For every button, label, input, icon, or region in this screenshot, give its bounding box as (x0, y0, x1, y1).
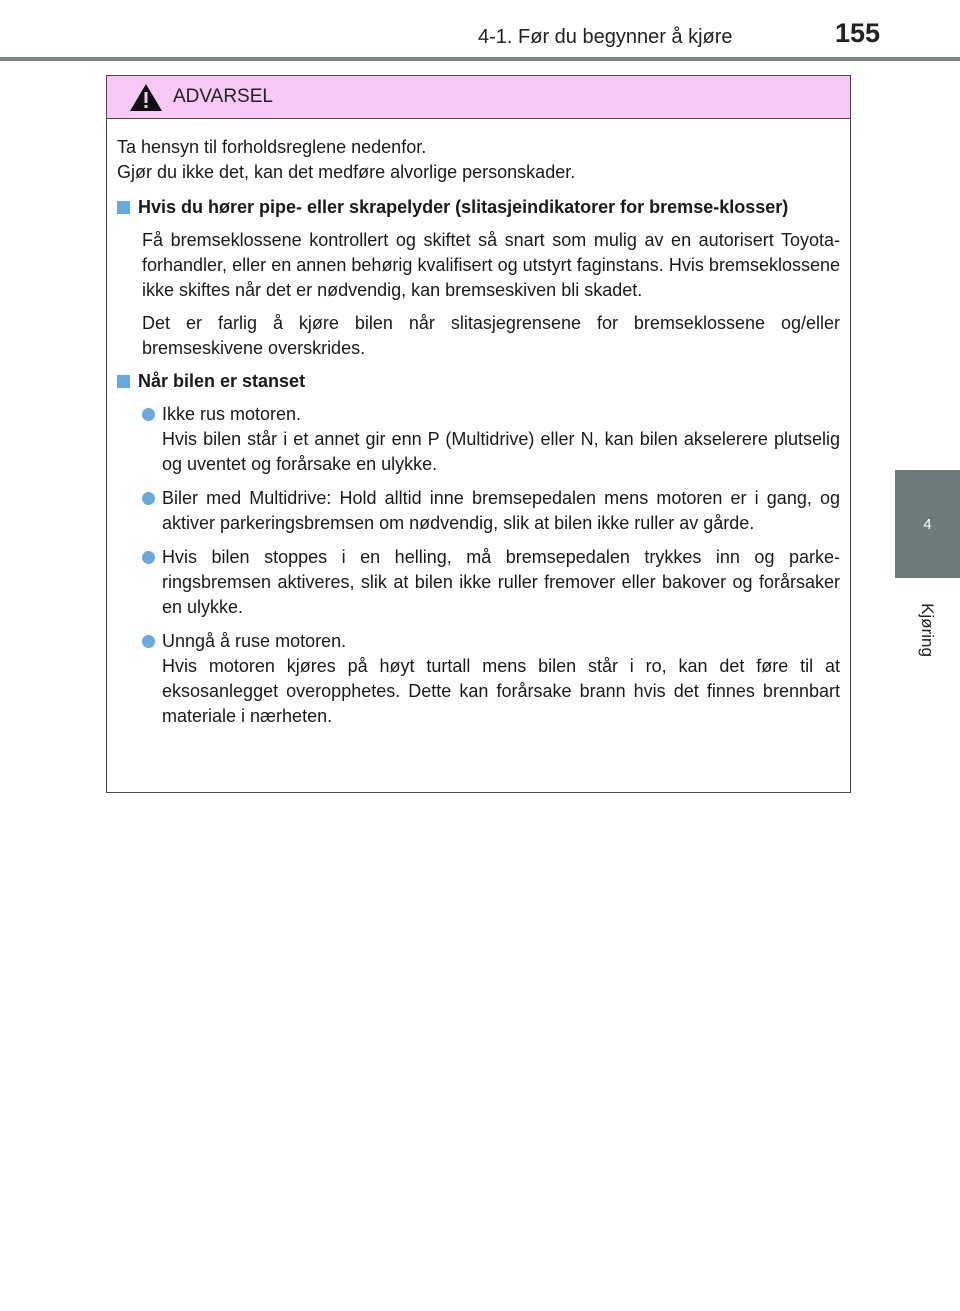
list-item (142, 629, 840, 729)
bullet-lead: Ikke rus motoren. (162, 404, 302, 424)
bullet-text: Hvis motoren kjøres på høyt turtall mens bilen står i ro, kan det føre til at eksosanlegget overopphetes. Dette kan forårsake brann hvis det finnes brennbart materiale i nærheten. (162, 656, 840, 726)
circle-bullet-icon (142, 408, 155, 421)
section-vehicle-stopped (117, 369, 840, 729)
chapter-tab-label: Kjøring (918, 603, 937, 657)
chapter-title: 4-1. Før du begynner å kjøre (478, 26, 733, 48)
warning-title: ADVARSEL (173, 86, 273, 107)
bullet-text: Hvis bilen står i et annet gir enn P (Multidrive) eller N, kan bilen akselerere plutselig og uventet og forårsake en ulykke. (162, 429, 840, 474)
warning-body (107, 119, 850, 729)
paragraph: Det er farlig å kjøre bilen når slitasjegrensene for bremseklossene og/eller bremseskivene overskrides. (142, 313, 840, 358)
warning-intro (117, 135, 840, 185)
bullet-text: Biler med Multidrive: Hold alltid inne bremsepedalen mens motoren er i gang, og aktiver parkeringsbremsen om nødvendig, slik at bilen ikke ruller av gårde. (162, 488, 840, 533)
list-item (142, 402, 840, 477)
square-bullet-icon (117, 375, 130, 388)
warning-box (106, 75, 851, 793)
circle-bullet-icon (142, 635, 155, 648)
intro-line: Gjør du ikke det, kan det medføre alvorlige personskader. (117, 162, 576, 182)
bullet-lead: Unngå å ruse motoren. (162, 631, 347, 651)
header-rule (0, 57, 960, 61)
chapter-tab (895, 470, 960, 578)
section-brake-pads (117, 195, 840, 361)
chapter-tab-number: 4 (923, 515, 932, 533)
bullet-text: Hvis bilen stoppes i en helling, må bremsepedalen trykkes inn og parke-ringsbremsen aktiveres, slik at bilen ikke ruller fremover eller bakover og forårsaker en ulykke. (162, 547, 840, 617)
section-heading: Hvis du hører pipe- eller skrapelyder (slitasjeindikatorer for bremse-klosser) (117, 195, 840, 220)
circle-bullet-icon (142, 492, 155, 505)
page-number: 155 (835, 18, 881, 48)
section-heading: Når bilen er stanset (117, 369, 840, 394)
warning-triangle-icon (129, 82, 163, 112)
intro-line: Ta hensyn til forholdsreglene nedenfor. (117, 137, 427, 157)
circle-bullet-icon (142, 551, 155, 564)
list-item (142, 545, 840, 620)
paragraph: Få bremseklossene kontrollert og skiftet så snart som mulig av en autorisert Toyota-forhandler, eller en annen behørig kvalifisert og utstyrt faginstans. Hvis bremseklossene ikke skiftes når det er nødvendig, kan bremseskiven bli skadet. (142, 230, 840, 300)
square-bullet-icon (117, 201, 130, 214)
list-item (142, 486, 840, 536)
warning-header (107, 76, 850, 119)
